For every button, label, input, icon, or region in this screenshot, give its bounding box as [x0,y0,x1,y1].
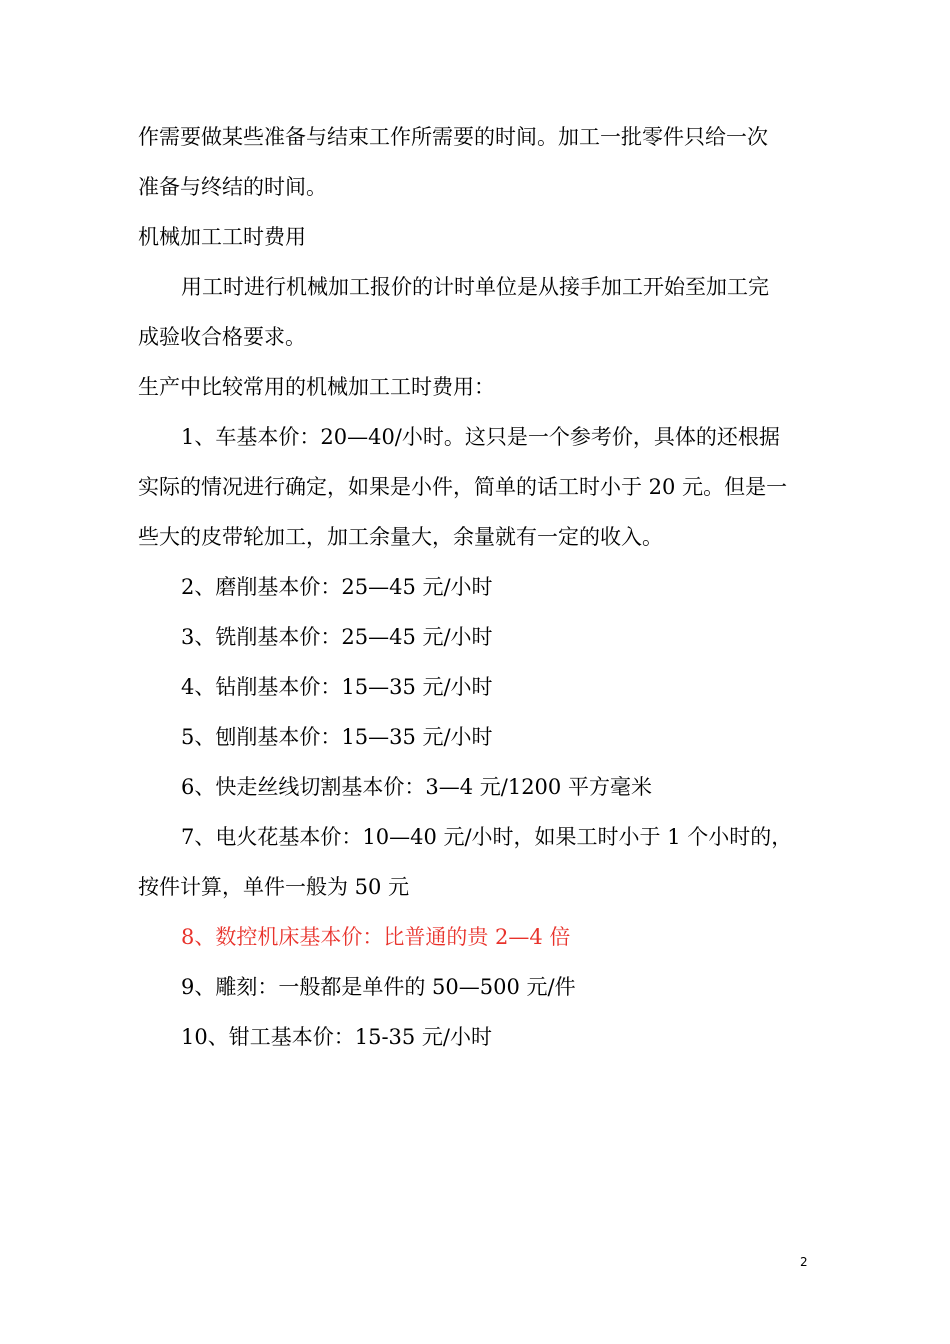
list-item-1-continued: 实际的情况进行确定，如果是小件，简单的话工时小于 20 元。但是一 [138,475,788,499]
paragraph-line: 准备与终结的时间。 [138,175,327,199]
list-item-6: 6、快走丝线切割基本价：3—4 元/1200 平方毫米 [181,775,652,799]
list-item-9: 9、雕刻：一般都是单件的 50—500 元/件 [181,975,576,999]
paragraph-line: 用工时进行机械加工报价的计时单位是从接手加工开始至加工完 [181,275,769,299]
page-number: 2 [800,1255,808,1269]
list-item-10: 10、钳工基本价：15-35 元/小时 [181,1025,493,1049]
list-item-3: 3、铣削基本价：25—45 元/小时 [181,625,493,649]
document-body [138,112,828,1062]
section-heading: 机械加工工时费用 [138,225,306,249]
paragraph-line: 成验收合格要求。 [138,325,306,349]
list-item-4: 4、钻削基本价：15—35 元/小时 [181,675,493,699]
list-item-7-continued: 按件计算，单件一般为 50 元 [138,875,410,899]
list-item-8-highlighted: 8、数控机床基本价：比普通的贵 2—4 倍 [181,925,571,949]
list-item-5: 5、刨削基本价：15—35 元/小时 [181,725,493,749]
list-item-7: 7、电火花基本价：10—40 元/小时，如果工时小于 1 个小时的， [181,825,793,849]
list-intro: 生产中比较常用的机械加工工时费用： [138,375,495,399]
paragraph-line: 作需要做某些准备与结束工作所需要的时间。加工一批零件只给一次 [138,125,768,149]
list-item-2: 2、磨削基本价：25—45 元/小时 [181,575,493,599]
list-item-1: 1、车基本价：20—40/小时。这只是一个参考价，具体的还根据 [181,425,780,449]
list-item-1-continued: 些大的皮带轮加工，加工余量大，余量就有一定的收入。 [138,525,663,549]
